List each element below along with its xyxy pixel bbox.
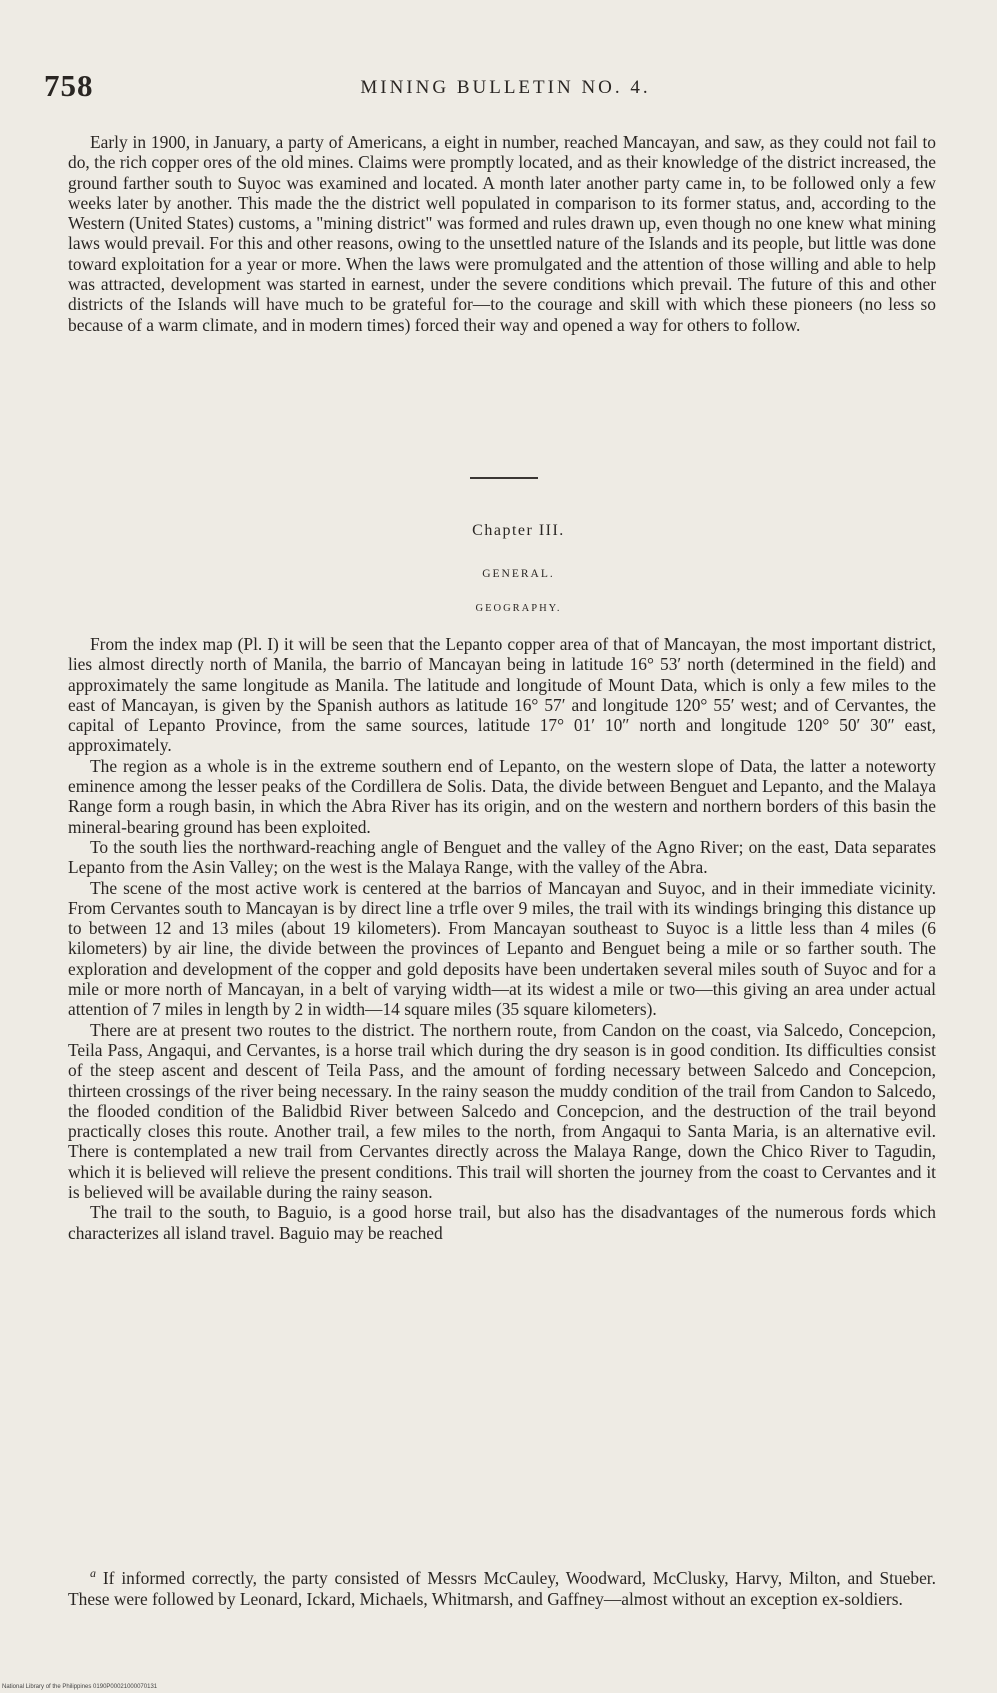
paragraph-south: To the south lies the northward-reaching angle of Benguet and the valley of the Agno River; on the east, Data separates Lepanto from the Asin Valley; on the west is the Malaya Range, with the valley of the Abra. xyxy=(68,836,936,878)
footnote-text xyxy=(68,1568,936,1610)
digitization-imprint: National Library of the Philippines 0190P00021000070131 xyxy=(2,1684,158,1690)
footnote-body: If informed correctly, the party consisted of Messrs McCauley, Woodward, McClusky, Harvy, Milton, and Stueber. These were followed by Leonard, Ickard, Michaels, Whitmarsh, and Gaffney—almost without an exception ex-soldiers. xyxy=(68,1568,936,1609)
paragraph-routes: There are at present two routes to the district. The northern route, from Candon on the coast, via Salcedo, Concepcion, Teila Pass, Angaqui, and Cervantes, is a horse trail which during the dry season is in good condition. Its difficulties consist of the steep ascent and descent of Teila Pass, and the amount of fording necessary between Salcedo and Concepcion, thirteen crossings of the river being necessary. In the rainy season the muddy condition of the trail from Candon to Salcedo, the flooded condition of the Balidbid River between Salcedo and Concepcion, and the destruction of the trail beyond practically closes this route. Another trail, a few miles to the north, from Angaqui to Santa Maria, is an alternative evil. There is contemplated a new trail from Cervantes directly across the Malaya Range, down the Chico River to Tagudin, which it is believed will relieve the present conditions. This trail will shorten the journey from the coast to Cervantes and it is believed will be available during the rainy season. xyxy=(68,1019,936,1203)
running-head: MINING BULLETIN NO. 4. xyxy=(360,77,651,98)
footnote-marker: a xyxy=(90,1566,96,1581)
intro-paragraph: Early in 1900, in January, a party of Americans, a eight in number, reached Mancayan, and saw, as they could not fail to do, the rich copper ores of the old mines. Claims were promptly located, and as their knowledge of the district increased, the ground farther south to Suyoc was examined and located. A month later another party came in, to be followed only a few weeks later by another. This made the the district well populated in comparison to its former status, and, according to the Western (United States) customs, a "mining district" was formed and rules drawn up, even though no one knew what mining laws would prevail. For this and other reasons, owing to the unsettled nature of the Islands and its people, but little was done toward exploitation for a year or more. When the laws were promulgated and the attention of those willing and able to help was attracted, development was started in earnest, under the severe conditions which prevail. The future of this and other districts of the Islands will have much to be grateful for—to the courage and skill with which these pioneers (no less so because of a warm climate, and in modern times) forced their way and opened a way for others to follow. xyxy=(68,132,936,335)
page-number: 758 xyxy=(44,68,94,103)
paragraph-trail-south: The trail to the south, to Baguio, is a good horse trail, but also has the disadvantages of the numerous fords which characterizes all island travel. Baguio may be reached xyxy=(68,1202,936,1243)
page-header xyxy=(44,68,937,108)
geography-text xyxy=(68,634,936,1243)
subsection-heading: GEOGRAPHY. xyxy=(475,603,562,614)
paragraph-scene: The scene of the most active work is centered at the barrios of Mancayan and Suyoc, and in their immediate vicinity. From Cervantes south to Mancayan is by direct line a trfle over 9 miles, the trail with its windings bringing this distance up to between 12 and 13 miles (about 19 kilometers). From Mancayan southeast to Suyoc is a little less than 4 miles (6 kilometers) by air line, the divide between the provinces of Lepanto and Benguet being a mile or so farther south. The exploration and development of the copper and gold deposits have been undertaken several miles south of Suyoc and for a mile or more north of Mancayan, in a belt of varying width—at its widest a mile or two—this giving an area under actual attention of 7 miles in length by 2 in width—14 square miles (35 square kilometers). xyxy=(68,877,936,1020)
section-heading: GENERAL. xyxy=(482,568,555,580)
paragraph-region: The region as a whole is in the extreme southern end of Lepanto, on the western slope of Data, the latter a noteworty eminence among the lesser peaks of the Cordillera de Solis. Data, the divide between Benguet and Lepanto, and the Malaya Range form a rough basin, in which the Abra River has its origin, and on the western and northern borders of this basin the mineral-bearing ground has been exploited. xyxy=(68,755,936,837)
section-divider xyxy=(470,477,538,479)
intro-section xyxy=(68,132,936,335)
footnote xyxy=(68,1568,936,1610)
paragraph-index-map: From the index map (Pl. I) it will be seen that the Lepanto copper area of that of Mancayan, the most important district, lies almost directly north of Manila, the barrio of Mancayan being in latitude 16° 53′ north (determined in the field) and approximately the same longitude as Manila. The latitude and longitude of Mount Data, which is only a few miles to the east of Mancayan, is given by the Spanish authors as latitude 16° 57′ and longitude 120° 55′ west; and of Cervantes, the capital of Lepanto Province, from the same sources, latitude 17° 01′ 10″ north and longitude 120° 50′ 30″ east, approximately. xyxy=(68,634,936,756)
chapter-title: Chapter III. xyxy=(472,522,565,539)
